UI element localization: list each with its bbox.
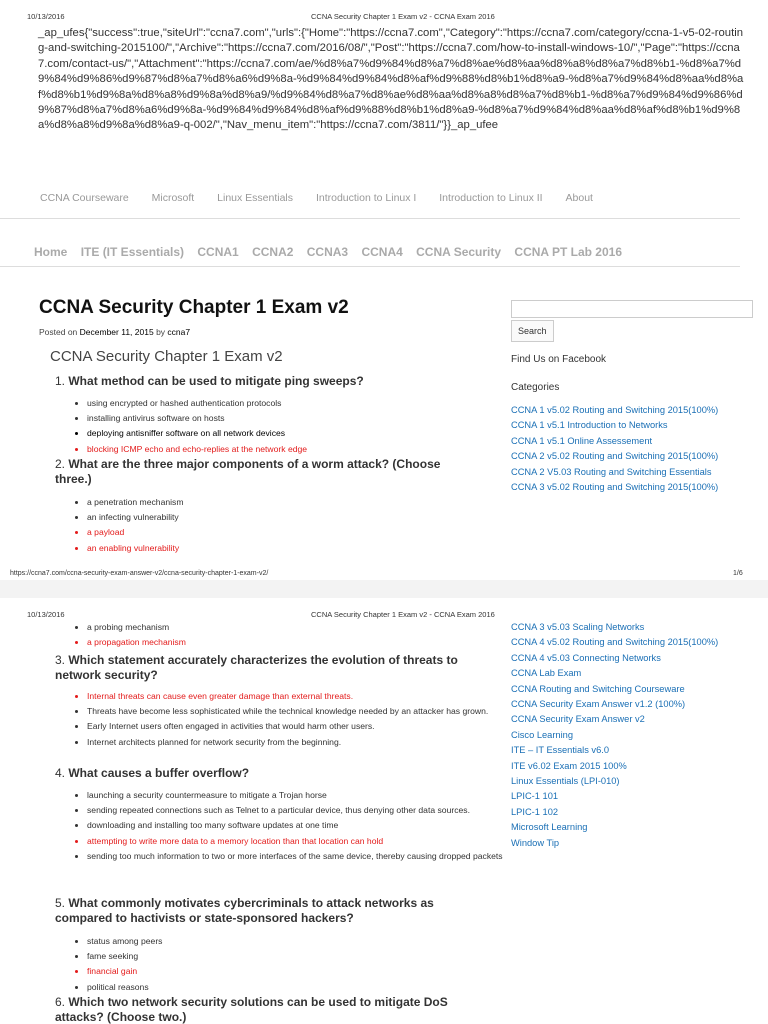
question-number: 6.: [55, 995, 66, 1009]
print-footer-url: https://ccna7.com/ccna-security-exam-answer-v2/ccna-security-chapter-1-exam-v2/: [10, 570, 269, 577]
answer-item: • sending too much information to two or more interfaces of the same device, thereby causing dropped packets: [87, 849, 507, 864]
answer-item: • Early Internet users often engaged in activities that would harm other users.: [87, 719, 507, 734]
category-link[interactable]: LPIC-1 102: [511, 806, 559, 817]
main-nav: [34, 245, 632, 259]
raw-script-text: _ap_ufes{"success":true,"siteUrl":"ccna7.com","urls":{"Home":"https://ccna7.com","Category":"https://ccna7.com/category/ccna-1-v5-02-routing-and-switching-2015100/","Archive":"https://ccna7.com/2016/08/","Post":"https://ccna7.com/how-to-install-windows-10/","Page":"https://ccna7.com/contact-us/","Attachment":"https://ccna7.com/ae/%d8%a7%d9%84%d8%a7%d8%ae%d8%aa%d8%a8%d8%a7%d8%b1-%d8%a7%d9%84%d9%86%d9%87%d8%a7%d8%a6%d9%8a-%d9%84%d9%84%d8%af%d9%88%d8%b1%d8%a9-%d8%a7%d9%84%d8%aa%d8%af%d8%b1%d9%8a%d8%a8%d9%8a%d8%a9/%d9%84%d8%a7%d8%ae%d8%aa%d8%a8%d8%a7%d8%b1-%d8%a7%d9%84%d9%86%d9%87%d8%a7%d8%a6%d9%8a-%d9%84%d9%84%d8%af%d9%88%d8%b1%d8%a9-%d8%a7%d9%84%d8%aa%d8%af%d8%b1%d9%8a%d8%a8%d9%8a%d8%a9-q-002/","Nav_menu_item":"https://ccna7.com/3811/"}}_ap_ufee: [38, 27, 744, 132]
category-link[interactable]: CCNA Lab Exam: [511, 668, 582, 679]
top-nav-microsoft[interactable]: Microsoft: [151, 192, 195, 204]
answer-item: • a probing mechanism: [87, 620, 507, 635]
top-nav-intro-linux-1[interactable]: Introduction to Linux I: [315, 192, 417, 204]
correct-answer-item: • an enabling vulnerability: [87, 541, 507, 556]
search-button[interactable]: Search: [511, 320, 554, 342]
answer-list-2: [75, 495, 507, 556]
main-nav-ite[interactable]: ITE (IT Essentials): [80, 245, 185, 259]
category-link[interactable]: CCNA 4 v5.02 Routing and Switching 2015(100%): [511, 637, 719, 648]
answer-item: • launching a security countermeasure to mitigate a Trojan horse: [87, 788, 507, 803]
category-link[interactable]: CCNA Routing and Switching Courseware: [511, 683, 685, 694]
answer-item: • using encrypted or hashed authentication protocols: [87, 396, 507, 411]
answer-item: • deploying antisniffer software on all network devices: [87, 426, 507, 441]
category-list: [511, 403, 721, 495]
article-meta: [39, 327, 190, 337]
main-nav-ccna-security[interactable]: CCNA Security: [416, 245, 502, 259]
article-title: CCNA Security Chapter 1 Exam v2: [39, 297, 349, 318]
question-number: 3.: [55, 653, 66, 667]
question-number: 2.: [55, 457, 66, 471]
divider: [0, 218, 740, 219]
answer-item: • Internet architects planned for network security from the beginning.: [87, 735, 507, 750]
answer-item: • installing antivirus software on hosts: [87, 411, 507, 426]
answer-item: • an infecting vulnerability: [87, 510, 507, 525]
main-nav-home[interactable]: Home: [34, 245, 68, 259]
category-link[interactable]: Microsoft Learning: [511, 822, 588, 833]
main-nav-ccna1[interactable]: CCNA1: [197, 245, 239, 259]
correct-answer-item: • Internal threats can cause even greater damage than external threats.: [87, 689, 507, 704]
divider: [0, 266, 740, 267]
print-page-2: [0, 598, 768, 1024]
answer-list-2-cont: [75, 620, 507, 650]
correct-answer-item: • blocking ICMP echo and echo-replies at the network edge: [87, 442, 507, 457]
category-list-cont: [511, 620, 721, 851]
question-1: [55, 374, 475, 389]
top-nav-intro-linux-2[interactable]: Introduction to Linux II: [439, 192, 543, 204]
answer-item: • Threats have become less sophisticated while the technical knowledge needed by an attacker has grown.: [87, 704, 507, 719]
answer-item: • political reasons: [87, 980, 507, 995]
print-header-title: CCNA Security Chapter 1 Exam v2 - CCNA Exam 2016: [311, 12, 495, 21]
top-nav-ccna-courseware[interactable]: CCNA Courseware: [40, 192, 129, 204]
top-nav-about[interactable]: About: [565, 192, 593, 204]
main-nav-ccna3[interactable]: CCNA3: [306, 245, 349, 259]
question-number: 1.: [55, 374, 66, 388]
correct-answer-item: • financial gain: [87, 964, 507, 979]
category-link[interactable]: CCNA 2 V5.03 Routing and Switching Essentials: [511, 466, 712, 477]
question-text: What method can be used to mitigate ping sweeps?: [68, 374, 364, 388]
posted-on-label: Posted on: [39, 327, 78, 337]
category-link[interactable]: Cisco Learning: [511, 729, 574, 740]
category-link[interactable]: Linux Essentials (LPI-010): [511, 776, 620, 787]
question-5: [55, 896, 475, 926]
main-nav-ccna2[interactable]: CCNA2: [252, 245, 294, 259]
question-number: 5.: [55, 896, 66, 910]
category-link[interactable]: ITE v6.02 Exam 2015 100%: [511, 760, 627, 771]
answer-list-4: [75, 788, 507, 864]
category-link[interactable]: CCNA 1 v5.02 Routing and Switching 2015(100%): [511, 405, 719, 415]
article-date[interactable]: December 11, 2015: [79, 327, 154, 337]
category-link[interactable]: Window Tip: [511, 837, 560, 848]
category-link[interactable]: CCNA 3 v5.02 Routing and Switching 2015(100%): [511, 482, 719, 493]
question-text: What are the three major components of a worm attack? (Choose three.): [55, 457, 441, 486]
answer-list-1: [75, 396, 507, 457]
question-6: [55, 995, 475, 1024]
answer-item: • fame seeking: [87, 949, 507, 964]
category-link[interactable]: ITE – IT Essentials v6.0: [511, 745, 610, 756]
category-link[interactable]: LPIC-1 101: [511, 791, 559, 802]
answer-item: • downloading and installing too many software updates at one time: [87, 818, 507, 833]
print-header-date: 10/13/2016: [27, 610, 65, 619]
main-nav-ccna-pt-lab[interactable]: CCNA PT Lab 2016: [514, 245, 622, 259]
category-link[interactable]: CCNA 4 v5.03 Connecting Networks: [511, 652, 661, 663]
page-separator: [0, 580, 768, 598]
by-label: by: [156, 327, 166, 337]
print-header-title: CCNA Security Chapter 1 Exam v2 - CCNA Exam 2016: [311, 610, 495, 619]
category-link[interactable]: CCNA Security Exam Answer v1.2 (100%): [511, 699, 686, 710]
question-2: [55, 457, 475, 487]
facebook-heading: Find Us on Facebook: [511, 354, 607, 365]
article-subtitle: CCNA Security Chapter 1 Exam v2: [50, 348, 283, 365]
correct-answer-item: • a payload: [87, 525, 507, 540]
category-link[interactable]: CCNA Security Exam Answer v2: [511, 714, 645, 725]
answer-item: • status among peers: [87, 934, 507, 949]
article-author[interactable]: ccna7: [167, 327, 191, 337]
answer-list-5: [75, 934, 507, 995]
categories-heading: Categories: [511, 382, 560, 393]
question-3: [55, 653, 475, 683]
main-nav-ccna4[interactable]: CCNA4: [361, 245, 403, 259]
correct-answer-item: • attempting to write more data to a memory location than that location can hold: [87, 834, 507, 849]
answer-item: • a penetration mechanism: [87, 495, 507, 510]
print-header-date: 10/13/2016: [27, 12, 65, 21]
question-text: Which statement accurately characterizes the evolution of threats to network security?: [55, 653, 458, 682]
top-nav: [40, 192, 613, 204]
category-link[interactable]: CCNA 2 v5.02 Routing and Switching 2015(100%): [511, 451, 719, 462]
question-text: What commonly motivates cybercriminals to attack networks as compared to hactivists or state-sponsored hackers?: [55, 896, 434, 925]
question-4: [55, 766, 475, 781]
answer-list-3: [75, 689, 507, 750]
top-nav-linux-essentials[interactable]: Linux Essentials: [217, 192, 294, 204]
question-number: 4.: [55, 766, 66, 780]
category-link[interactable]: CCNA 1 v5.1 Introduction to Networks: [511, 420, 668, 431]
question-text: Which two network security solutions can be used to mitigate DoS attacks? (Choose two.): [55, 995, 448, 1024]
answer-item: • sending repeated connections such as Telnet to a particular device, thus denying other data sources.: [87, 803, 507, 818]
category-link[interactable]: CCNA 3 v5.03 Scaling Networks: [511, 622, 645, 632]
question-text: What causes a buffer overflow?: [68, 766, 250, 780]
correct-answer-item: • a propagation mechanism: [87, 635, 507, 650]
category-link[interactable]: CCNA 1 v5.1 Online Assessement: [511, 435, 653, 446]
search-input[interactable]: [511, 300, 753, 318]
print-footer-page: 1/6: [733, 570, 743, 577]
